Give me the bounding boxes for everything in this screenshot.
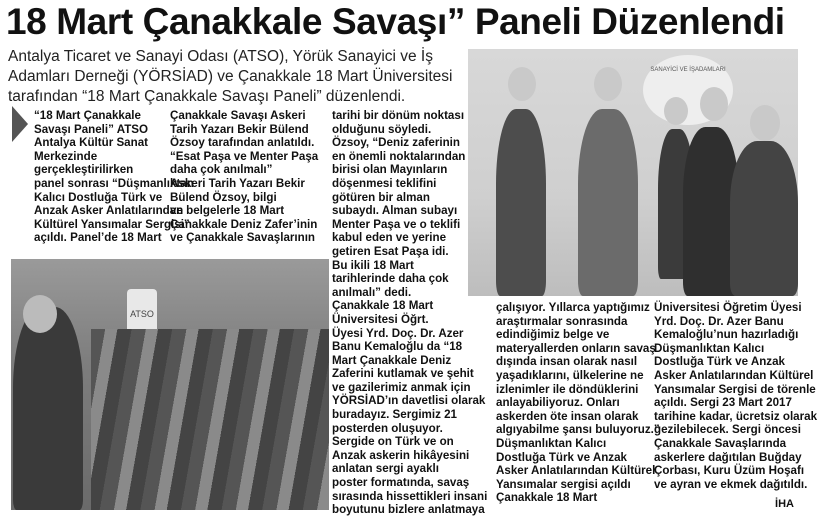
article-line: yaşadıklarını, ülkelerine ne [496,368,644,382]
article-line: Özsoy, “Deniz zaferinin [332,136,460,150]
article-line: Üniversitesi Öğretim Üyesi [654,301,802,314]
article-line: Çanakkale Savaşlarında [654,436,787,450]
article-line: “18 Mart Çanakkale [34,109,141,122]
article-line: anlayabiliyoruz. Onları [496,396,620,410]
source-credit: İHA [775,498,794,510]
article-line: daha çok anılmalı” [170,163,273,177]
article-line: olduğunu söyledi. [332,122,432,136]
article-line: ve belgelerle 18 Mart [170,204,285,218]
article-line: Asker Anlatılarından Kültürel [496,464,656,478]
lead-paragraph [8,47,463,107]
article-line: ve Çanakkale Savaşlarının [170,231,316,245]
article-line: “Esat Paşa ve Menter Paşa [170,149,319,163]
article-line: Kalıcı Dostluğa Türk ve [34,190,163,204]
article-line: Banu Kemaloğlu da “18 [332,340,463,354]
article-line: döşenmesi teklifini [332,176,437,190]
person-head [508,67,536,101]
article-column-5 [654,301,817,491]
article-line: Dostluğa Türk ve Anzak [654,355,785,369]
article-line: Bu ikili 18 Mart [332,258,414,272]
person-head [594,67,622,101]
article-line: Savaşı Paneli” ATSO [34,122,149,136]
article-line: sırasında hissettikleri insani [332,489,488,503]
article-line: gezilebilecek. Sergi öncesi [654,423,801,437]
article-column-1 [34,109,194,245]
article-line: birisi olan Mayınların [332,163,448,177]
article-line: askerlere dağıtılan Buğday [654,450,802,464]
person-figure [578,109,638,296]
article-line: Çanakkale 18 Mart [332,299,434,313]
article-line: açıldı. Panel’de 18 Mart [34,231,162,245]
article-line: subaydı. Alman subayı [332,204,458,218]
article-line: posterden oluşuyor. [332,421,443,435]
lead-line: Antalya Ticaret ve Sanayi Odası (ATSO), Yörük Sanayici ve İş [8,48,433,65]
article-line: tarihlerinde daha çok [332,272,449,286]
article-line: Çorbası, Kuru Üzüm Hoşafı [654,464,805,478]
article-line: en önemli noktalarından [332,149,466,163]
lead-line: tarafından “18 Mart Çanakkale Savaşı Paneli” düzenlendi. [8,88,406,105]
article-line: götüren bir alman [332,190,430,204]
person-head [700,87,728,121]
article-line: Mart Çanakkale Deniz [332,353,452,367]
person-figure [730,141,798,296]
article-line: Yansımalar Sergisi de törenle [654,382,816,396]
article-line: Sergide on Türk ve on [332,435,454,449]
speaker-head [23,295,57,333]
article-line: Kemaloğlu’nun hazırladığı [654,328,799,342]
article-line: Bülend Özsoy, bilgi [170,190,277,204]
association-sign: SANAYİCİ VE İŞADAMLARI [643,55,733,125]
article-line: gerçekleştirilirken [34,163,134,177]
article-line: getiren Esat Paşa idi. [332,244,449,258]
article-line: Asker Anlatılarından Kültürel [654,368,814,382]
article-line: dışında insan olarak nasıl [496,355,638,369]
article-line: Üniversitesi Öğrt. [332,312,429,326]
audience [91,329,329,510]
article-line: Çanakkale Deniz Zafer’inin [170,217,318,231]
article-column-3 [332,109,488,517]
article-line: Yrd. Doç. Dr. Azer Banu [654,314,784,328]
headline: 18 Mart Çanakkale Savaşı” Paneli Düzenlendi [6,1,785,42]
article-line: Yansımalar sergisi açıldı [496,477,631,491]
article-line: edindiğimiz belge ve [496,328,610,342]
article-line: Askeri Tarih Yazarı Bekir [170,176,305,190]
article-line: Anzak askerin hikâyesini [332,448,470,462]
article-line: anlatan sergi ayaklı [332,462,439,476]
article-column-2 [170,109,330,245]
article-line: ve gazilerimiz anmak için [332,380,471,394]
article-line: Dostluğa Türk ve Anzak [496,450,627,464]
article-line: poster formatında, savaş [332,476,470,490]
article-line: YÖRSİAD’ın davetlisi olarak [332,394,486,408]
speaker-figure [13,307,83,510]
person-head [750,105,780,141]
article-line: Antalya Kültür Sanat [34,136,149,150]
article-line: tarihi bir dönüm noktası [332,109,465,122]
article-line: Tarih Yazarı Bekir Bülend [170,122,309,136]
article-line: araştırmalar sonrasında [496,314,628,328]
person-figure [496,109,546,296]
article-line: algıyabilme şansı buluyoruz.” [496,423,660,437]
article-line: Üyesi Yrd. Doç. Dr. Azer [332,326,464,340]
article-line: açıldı. Sergi 23 Mart 2017 [654,396,792,410]
person-head [664,97,688,125]
article-line: kabul eden ve yerine [332,231,447,245]
article-line: Menter Paşa ve o teklifi [332,217,461,231]
article-line: materyallerden onların savaş [496,341,656,355]
article-line: tarihine kadar, ücretsiz olarak [654,409,817,423]
article-line: Çanakkale Savaşı Askeri [170,109,306,122]
article-line: izlenimler ile döndüklerini [496,382,639,396]
article-line: ve ayran ve ekmek dağıtıldı. [654,477,808,491]
lead-line: Adamları Derneği (YÖRSİAD) ve Çanakkale 18 Mart Üniversitesi [8,68,453,85]
article-line: Düşmanlıktan Kalıcı [654,341,765,355]
article-column-4 [496,301,660,505]
article-line: Anzak Asker Anlatılarından [34,204,184,218]
panel-photo [11,259,329,510]
article-line: boyutunu bizlere anlatmaya [332,503,485,517]
article-line: Özsoy tarafından anlatıldı. [170,136,315,150]
screen-logo: ATSO [127,289,157,349]
arrow-marker-icon [12,106,28,142]
article-line: Zaferini kutlamak ve şehit [332,367,474,381]
article-line: anılmalı” dedi. [332,285,412,299]
article-line: çalışıyor. Yıllarca yaptığımız [496,301,650,314]
exhibition-photo [468,49,798,296]
article-line: Düşmanlıktan Kalıcı [496,436,607,450]
article-line: Çanakkale 18 Mart [496,491,598,505]
article-line: askerden öte insan olarak [496,409,639,423]
article-line: buradayız. Sergimiz 21 [332,408,458,422]
article-line: Merkezinde [34,149,98,163]
article-line: panel sonrası “Düşmanlıktan [34,176,194,190]
article-line: Kültürel Yansımalar Sergisi” [34,217,190,231]
